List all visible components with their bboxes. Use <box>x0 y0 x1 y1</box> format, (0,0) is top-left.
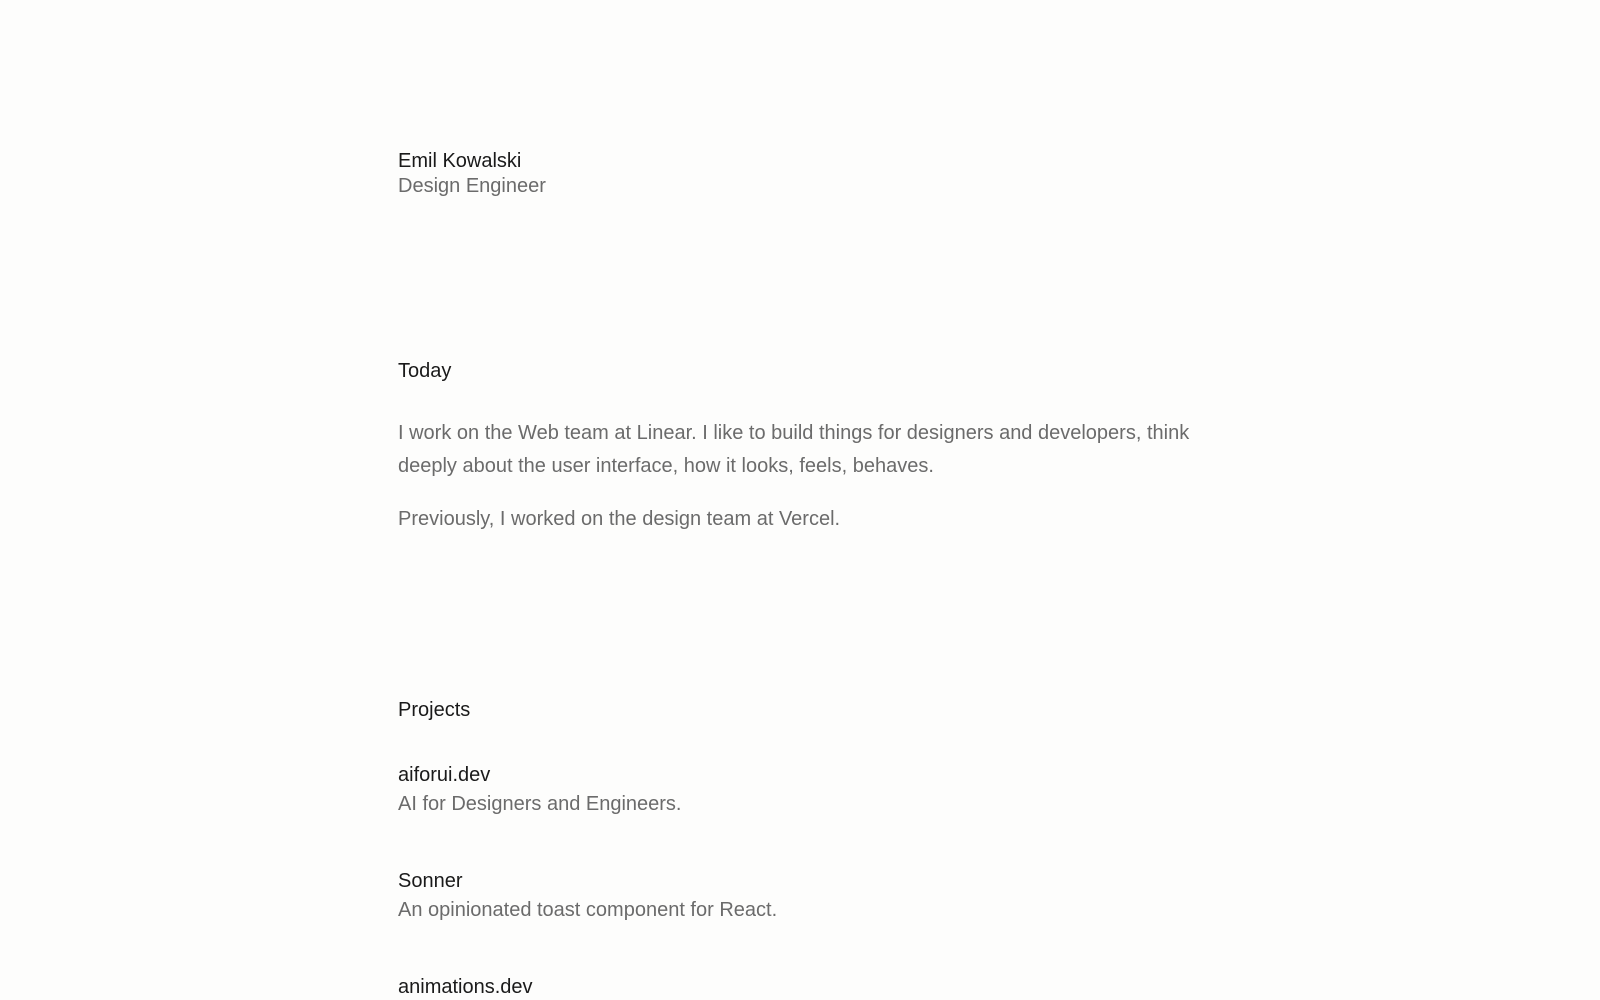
project-list <box>398 761 1198 1000</box>
project-item-animations[interactable] <box>398 973 1198 1000</box>
project-link-animations[interactable]: animations.dev <box>398 976 533 998</box>
project-description: An opinionated toast component for React. <box>398 899 778 921</box>
profile-header <box>398 149 546 199</box>
profile-name: Emil Kowalski <box>398 150 522 172</box>
project-link-sonner[interactable]: Sonner <box>398 870 463 892</box>
projects-section-title: Projects <box>398 699 471 721</box>
project-description: AI for Designers and Engineers. <box>398 793 682 815</box>
profile-role: Design Engineer <box>398 175 546 197</box>
today-paragraph: Previously, I worked on the design team at Vercel. <box>398 508 841 530</box>
today-section-title: Today <box>398 360 452 382</box>
project-item-aiforui[interactable] <box>398 761 1198 819</box>
project-item-sonner[interactable] <box>398 867 1198 925</box>
today-section <box>398 417 1198 556</box>
today-paragraph: I work on the Web team at Linear. I like to build things for designers and developers, think deeply about the user interface, how it looks, feels, behaves. <box>398 422 1190 477</box>
project-link-aiforui[interactable]: aiforui.dev <box>398 764 491 786</box>
